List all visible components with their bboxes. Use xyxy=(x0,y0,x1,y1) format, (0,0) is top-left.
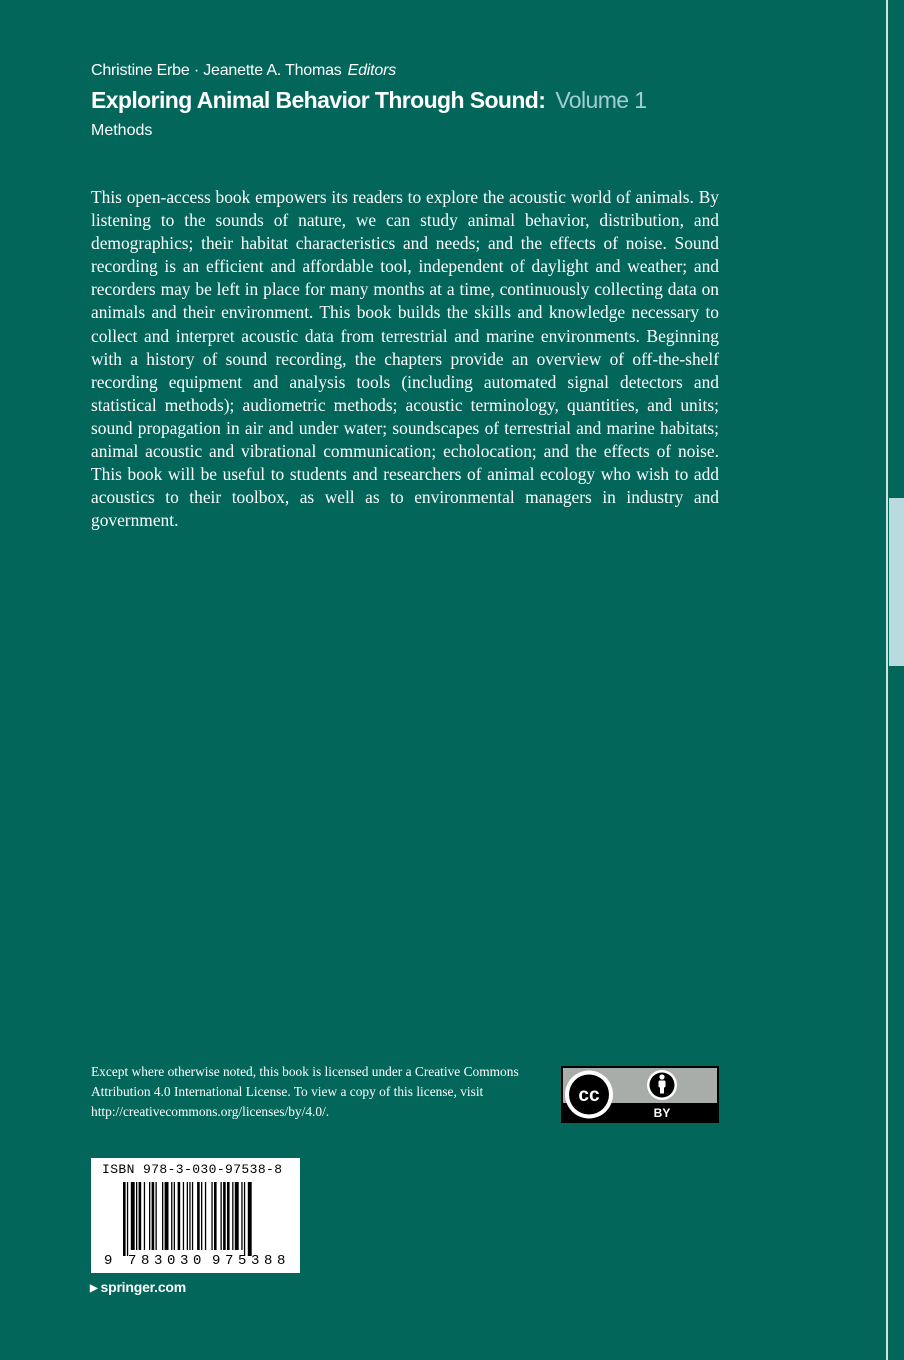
barcode-digit: 7 xyxy=(225,1253,234,1269)
barcode-bar xyxy=(171,1182,172,1250)
publisher-url: springer.com xyxy=(100,1279,187,1295)
barcode-digit: 3 xyxy=(251,1253,260,1269)
barcode-digit: 3 xyxy=(154,1253,163,1269)
barcode-bar xyxy=(178,1182,181,1250)
barcode-bar xyxy=(123,1182,126,1256)
editors-names: Christine Erbe · Jeanette A. Thomas xyxy=(91,62,342,79)
license-notice: Except where otherwise noted, this book is licensed under a Creative Commons Attribution 4.0 International License. To view a copy of this license, visit http://creativecommons.org/licenses/by/4.0/. xyxy=(91,1064,519,1119)
barcode-digit: 0 xyxy=(193,1253,202,1269)
barcode-bar xyxy=(183,1182,184,1250)
barcode-digit: 5 xyxy=(238,1253,247,1269)
barcode-bar xyxy=(131,1182,135,1250)
barcode-bar xyxy=(136,1182,137,1250)
barcode-bar xyxy=(241,1182,242,1250)
barcode-digit: 9 xyxy=(212,1253,221,1269)
barcode-bar xyxy=(152,1182,155,1250)
barcode-bar xyxy=(162,1182,163,1250)
book-volume: Volume 1 xyxy=(555,87,647,113)
barcode-bar xyxy=(149,1182,150,1250)
barcode-digit: 3 xyxy=(180,1253,189,1269)
barcode-bar xyxy=(235,1182,239,1250)
arrow-right-icon: ▶ xyxy=(90,1283,98,1294)
book-title xyxy=(91,87,646,114)
barcode-bar xyxy=(174,1182,175,1250)
barcode-digit: 9 xyxy=(104,1253,113,1269)
barcode-bar xyxy=(189,1182,190,1250)
editors-role: Editors xyxy=(347,62,397,79)
barcode-bar xyxy=(192,1182,193,1250)
barcode-bar xyxy=(211,1182,212,1250)
barcode-bar xyxy=(139,1182,142,1250)
barcode-digit: 8 xyxy=(264,1253,273,1269)
barcode-bar xyxy=(244,1182,245,1256)
barcode-bar xyxy=(197,1182,200,1250)
barcode-digit: 7 xyxy=(128,1253,137,1269)
isbn-number: ISBN 978-3-030-97538-8 xyxy=(102,1162,283,1177)
isbn-barcode xyxy=(91,1158,300,1273)
spine-strip xyxy=(888,0,904,1360)
barcode-digits xyxy=(91,1253,300,1271)
barcode-bar xyxy=(248,1182,252,1256)
barcode-digit: 8 xyxy=(277,1253,286,1269)
cc-by-license-icon xyxy=(561,1066,719,1123)
barcode-bar xyxy=(127,1182,128,1256)
barcode-bar xyxy=(223,1182,226,1250)
barcode-digit: 8 xyxy=(141,1253,150,1269)
barcode-bar xyxy=(205,1182,206,1250)
barcode-bar xyxy=(214,1182,217,1250)
book-title-text: Exploring Animal Behavior Through Sound: xyxy=(91,87,546,113)
barcode-digit: 0 xyxy=(167,1253,176,1269)
barcode-bar xyxy=(144,1182,145,1250)
spine-accent-block xyxy=(889,498,904,666)
barcode-bar xyxy=(221,1182,222,1250)
barcode-bar xyxy=(201,1182,202,1250)
barcode-bar xyxy=(165,1182,169,1250)
publisher-link[interactable] xyxy=(90,1279,186,1295)
by-label: BY xyxy=(653,1106,671,1120)
cc-symbol-text: cc xyxy=(578,1085,600,1106)
barcode-bar xyxy=(232,1182,233,1250)
barcode-bar xyxy=(156,1182,157,1250)
book-subtitle: Methods xyxy=(91,122,153,139)
editors-line xyxy=(91,62,396,80)
barcode-bar xyxy=(227,1182,230,1250)
barcode-bar xyxy=(187,1182,188,1250)
book-description: This open-access book empowers its readers to explore the acoustic world of animals. By listening to the sounds of nature, we can study animal behavior, distribution, and demographics; their habitat characteristics and needs; and the effects of noise. Sound recording is an efficient and affordable tool, independent of daylight and weather; and recorders may be left in place for many months at a time, continuously collecting data on animals and their environment. This book builds the skills and knowledge necessary to collect and interpret acoustic data from terrestrial and marine environments. Beginning with a history of sound recording, the chapters provide an overview of off-the-shelf recording equipment and analysis tools (including automated signal detectors and statistical methods); audiometric methods; acoustic terminology, quantities, and units; sound propagation in air and under water; soundscapes of terrestrial and marine habitats; animal acoustic and vibrational communication; echolocation; and the effects of noise. This book will be useful to students and researchers of animal ecology who wish to add acoustics to their toolbox, as well as to environmental managers in industry and government. xyxy=(91,187,719,531)
